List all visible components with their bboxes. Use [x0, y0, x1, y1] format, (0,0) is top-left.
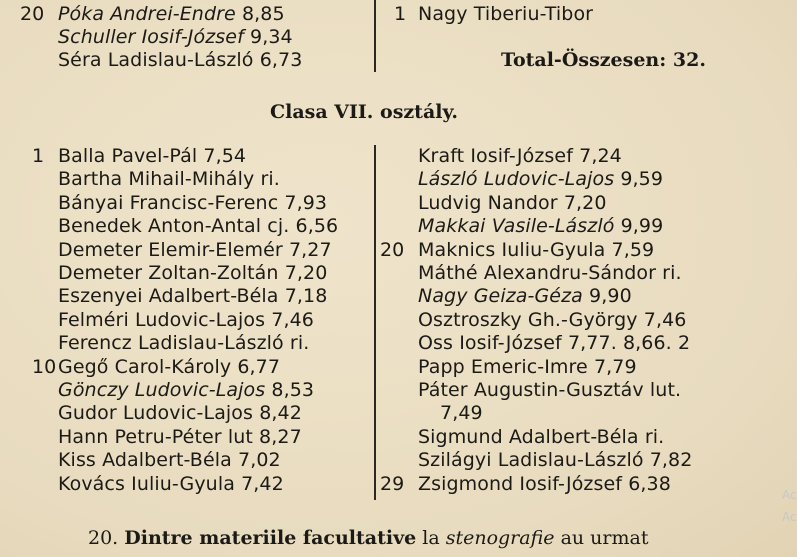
- student-name: Osztroszky Gh.-György: [418, 308, 638, 331]
- student-name: Szilágyi Ladislau-László: [418, 449, 644, 472]
- entry-text: [418, 332, 690, 354]
- student-name: Schuller Iosif-József: [58, 26, 244, 48]
- entry-text: [58, 262, 327, 284]
- student-grade: 7,54: [203, 145, 247, 167]
- student-grade: cj. 6,56: [267, 215, 339, 238]
- entry-text: [418, 3, 593, 25]
- paragraph-end: au urmat: [560, 527, 649, 549]
- student-name: Ferencz Ladislau-László: [58, 332, 284, 355]
- student-grade: 6,77: [237, 355, 281, 378]
- entry-text: [58, 239, 332, 261]
- entry-text: [418, 145, 622, 167]
- entry-text: [58, 449, 281, 471]
- entry-text: [58, 3, 285, 25]
- entry-number: 1: [32, 145, 45, 167]
- student-grade: 8,85: [241, 3, 285, 25]
- class-heading: Clasa VII. osztály.: [270, 101, 458, 123]
- student-name: Maknics Iuliu-Gyula: [418, 238, 606, 261]
- student-name: Demeter Zoltan-Zoltán: [58, 262, 279, 284]
- student-name: Hann Petru-Péter: [58, 425, 222, 448]
- column-divider-main: [374, 145, 376, 500]
- entry-text: [418, 309, 686, 331]
- student-grade: 7,24: [579, 145, 622, 167]
- student-name: Benedek Anton-Antal: [58, 215, 262, 238]
- student-name: Balla Pavel-Pál: [58, 145, 198, 167]
- entry-text: [418, 449, 692, 471]
- student-grade: 6,73: [259, 49, 303, 71]
- student-name: Máthé Alexandru-Sándor: [418, 262, 657, 284]
- entry-text: [418, 402, 483, 424]
- student-grade: 9,34: [250, 26, 293, 48]
- student-grade: 7,27: [288, 238, 332, 261]
- entry-text: [58, 192, 327, 214]
- entry-text: [58, 215, 338, 237]
- entry-text: [418, 239, 654, 261]
- entry-number: 1: [394, 3, 407, 25]
- student-name: Gönczy Ludovic-Lajos: [58, 379, 266, 401]
- student-grade: 7,02: [238, 449, 281, 472]
- entry-text: [418, 356, 637, 378]
- student-grade: 7,18: [284, 285, 328, 308]
- student-name: László Ludovic-Lajos: [418, 168, 615, 191]
- student-name: Felméri Ludovic-Lajos: [58, 308, 266, 331]
- entry-text: [58, 332, 309, 354]
- student-name: Kraft Iosif-József: [418, 145, 574, 167]
- student-grade: ri.: [260, 168, 280, 191]
- entry-text: [418, 215, 663, 237]
- entry-text: [58, 309, 314, 331]
- student-grade: 7,46: [271, 308, 314, 331]
- paragraph-bold: Dintre materiile facultative: [124, 527, 417, 549]
- entry-text: [58, 145, 246, 167]
- facultative-paragraph: [88, 527, 648, 549]
- student-name: Oss Iosif-József: [418, 332, 562, 355]
- watermark-line-2: Ac: [782, 510, 797, 524]
- student-name: Bányai Francisc-Ferenc: [58, 191, 279, 214]
- student-grade: 7,49: [440, 402, 483, 425]
- student-grade: 7,46: [643, 308, 687, 331]
- entry-number: 29: [380, 472, 405, 495]
- entry-text: [58, 26, 293, 48]
- student-name: Séra Ladislau-László: [58, 49, 254, 71]
- student-name: Gudor Ludovic-Lajos: [58, 402, 254, 425]
- student-grade: 7,42: [241, 472, 284, 495]
- entry-text: [58, 356, 280, 378]
- student-grade: 9,90: [589, 285, 632, 308]
- student-grade: ri.: [289, 332, 310, 355]
- entry-text: [418, 379, 681, 401]
- student-name: Eszenyei Adalbert-Béla: [58, 285, 279, 308]
- entry-text: [418, 192, 607, 214]
- paragraph-italic: stenografie: [445, 527, 555, 549]
- student-grade: 9,59: [620, 168, 664, 191]
- student-grade: 8,42: [259, 402, 302, 425]
- student-name: Papp Emeric-Imre: [418, 355, 588, 378]
- student-name: Makkai Vasile-László: [418, 215, 615, 238]
- student-grade: 8,53: [271, 379, 315, 401]
- total-count: Total-Összesen: 32.: [501, 49, 706, 71]
- entry-text: [58, 168, 280, 190]
- entry-number: 10: [32, 355, 57, 378]
- column-divider-top: [374, 0, 376, 72]
- student-name: Demeter Elemir-Elemér: [58, 238, 283, 261]
- entry-text: [418, 285, 632, 307]
- paragraph-mid: la: [422, 527, 440, 549]
- student-grade: ri.: [644, 425, 665, 448]
- student-grade: 9,99: [620, 215, 664, 238]
- entry-number: 20: [380, 238, 405, 261]
- entry-text: [58, 402, 302, 424]
- entry-text: [58, 49, 302, 71]
- student-name: Kiss Adalbert-Béla: [58, 449, 232, 472]
- student-name: Kovács Iuliu-Gyula: [58, 472, 235, 495]
- student-grade: ri.: [662, 262, 682, 284]
- entry-text: [58, 426, 302, 448]
- student-name: Gegő Carol-Károly: [58, 355, 232, 378]
- student-name: Póka Andrei-Endre: [58, 3, 236, 25]
- student-name: Sigmund Adalbert-Béla: [418, 425, 639, 448]
- student-name: Nagy Geiza-Géza: [418, 285, 583, 308]
- student-name: Nagy Tiberiu-Tibor: [418, 3, 594, 25]
- student-grade: 7,59: [611, 238, 655, 261]
- paragraph-number: 20.: [88, 527, 119, 549]
- student-name: Páter Augustin-Gusztáv: [418, 379, 644, 401]
- student-name: Zsigmond Iosif-József: [418, 472, 623, 495]
- student-grade: lut 8,27: [227, 425, 302, 448]
- entry-text: [418, 168, 663, 190]
- student-grade: lut.: [649, 379, 682, 401]
- student-grade: 7,20: [284, 262, 328, 284]
- student-name: Bartha Mihail-Mihály: [58, 168, 255, 191]
- watermark-line-1: Ac: [782, 488, 797, 502]
- entry-text: [58, 379, 314, 401]
- student-grade: 7,77. 8,66. 2: [567, 332, 691, 355]
- entry-number: 20: [20, 3, 45, 25]
- student-grade: 7,79: [593, 355, 637, 378]
- student-grade: 7,82: [649, 449, 693, 472]
- entry-text: [418, 262, 682, 284]
- student-grade: 7,20: [563, 191, 607, 214]
- student-name: Ludvig Nandor: [418, 191, 558, 214]
- student-grade: 6,38: [628, 472, 671, 495]
- entry-text: [58, 285, 327, 307]
- entry-text: [418, 426, 664, 448]
- entry-text: [58, 473, 284, 495]
- student-grade: 7,93: [284, 191, 328, 214]
- entry-text: [418, 473, 671, 495]
